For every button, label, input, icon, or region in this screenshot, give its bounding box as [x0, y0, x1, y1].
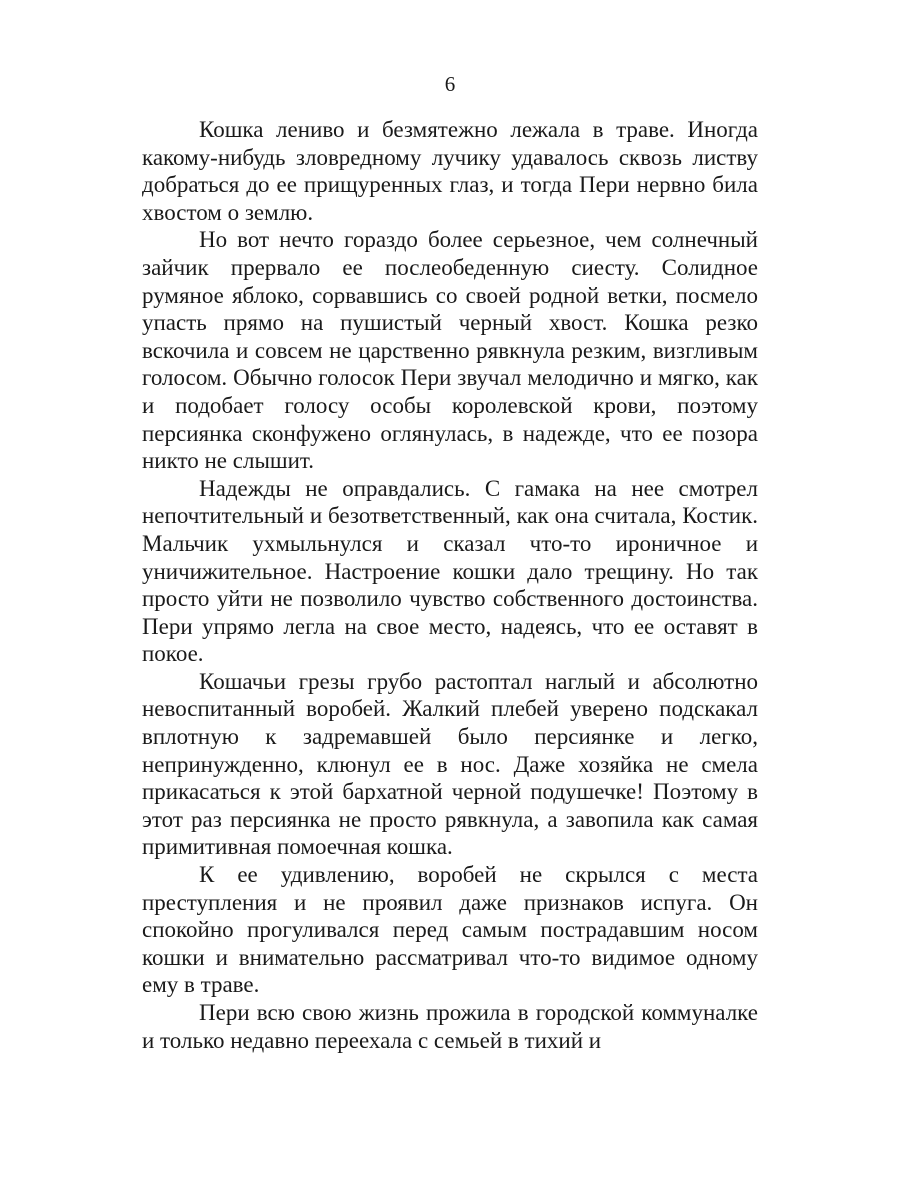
paragraph-4: Кошачьи грезы грубо растоптал наглый и абсолютно невоспитанный воробей. Жалкий плебей уверено подскакал вплотную к задремавшей было персиянке и легко, непринужденно, клюнул ее в нос. Даже хозяйка не смела прикасаться к этой бархатной черной подушечке! Поэтому в этот раз персиянка не просто рявкнула, а завопила как самая примитивная помоечная кошка. [142, 668, 758, 860]
body-text [142, 116, 758, 1054]
paragraph-2: Но вот нечто гораздо более серьезное, чем солнечный зайчик прервало ее послеобеденную сиесту. Солидное румяное яблоко, сорвавшись со своей родной ветки, посмело упасть прямо на пушистый черный хвост. Кошка резко вскочила и совсем не царственно рявкнула резким, визгливым голосом. Обычно голосок Пери звучал мелодично и мягко, как и подобает голосу особы королевской крови, поэтому персиянка сконфужено оглянулась, в надежде, что ее позора никто не слышит. [142, 227, 758, 474]
paragraph-3: Надежды не оправдались. С гамака на нее смотрел непочтительный и безответственный, как она считала, Костик. Мальчик ухмыльнулся и сказал что-то ироничное и уничижительное. Настроение кошки дало трещину. Но так просто уйти не позволило чувство собственного достоинства. Пери упрямо легла на свое место, надеясь, что ее оставят в покое. [142, 475, 758, 667]
paragraph-5: К ее удивлению, воробей не скрылся с места преступления и не проявил даже признаков испуга. Он спокойно прогуливался перед самым пострадавшим носом кошки и внимательно рассматривал что-то видимое одному ему в траве. [142, 862, 758, 998]
paragraph-6: Пери всю свою жизнь прожила в городской коммуналке и только недавно переехала с семьей в тихий и [142, 1000, 758, 1053]
paragraph-1: Кошка лениво и безмятежно лежала в траве. Иногда какому-нибудь зловредному лучику удавалось сквозь листву добраться до ее прищуренных глаз, и тогда Пери нервно била хвостом о землю. [142, 117, 758, 225]
page-number: 6 [444, 72, 456, 96]
